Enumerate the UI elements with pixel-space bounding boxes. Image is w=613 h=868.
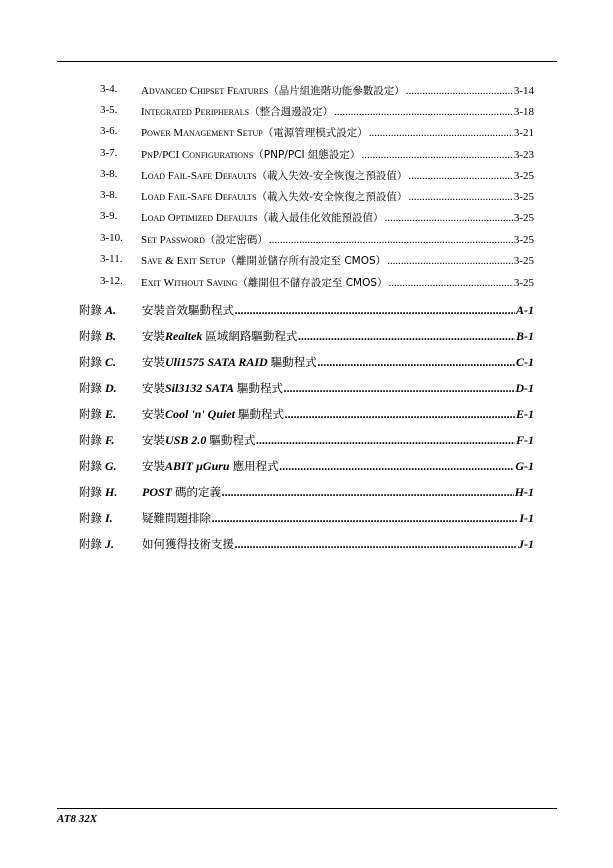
entry-number: 3-5. — [100, 104, 118, 116]
appendix-label: 附錄 — [79, 381, 102, 395]
entry-number: 3-10. — [100, 232, 123, 244]
entry-title: Load Optimized Defaults — [141, 212, 258, 224]
entry-number: 3-4. — [100, 83, 118, 95]
appendix-title-zh-suffix: 驅動程式 — [209, 433, 256, 447]
toc-appendix-a[interactable] — [79, 302, 534, 320]
appendix-letter: A. — [105, 303, 117, 317]
entry-title-zh: （PNP/PCI 組態設定） — [253, 149, 361, 161]
appendix-number — [79, 302, 116, 318]
toc-appendix-j[interactable] — [79, 536, 534, 554]
entry-title: Power Management Setup — [141, 127, 263, 139]
appendix-label: 附錄 — [79, 485, 102, 499]
appendix-letter: I. — [105, 511, 113, 525]
toc-entry-3-6[interactable] — [100, 125, 534, 141]
appendix-page: I-1 — [519, 511, 534, 525]
entry-title: Load Fail-Safe Defaults — [141, 191, 257, 203]
toc-appendix-h[interactable] — [79, 484, 534, 502]
appendix-title-zh: 安裝 — [142, 329, 165, 343]
appendix-label: 附錄 — [79, 355, 102, 369]
appendix-title-zh: 疑難問題排除 — [142, 511, 211, 525]
appendix-number — [79, 432, 114, 448]
entry-title: Advanced Chipset Features — [141, 85, 269, 97]
appendix-title-zh: 安裝 — [142, 381, 165, 395]
entry-number: 3-8. — [100, 168, 118, 180]
toc-appendix-f[interactable] — [79, 432, 534, 450]
appendix-number — [79, 354, 116, 370]
entry-number: 3-7. — [100, 147, 118, 159]
appendix-title-zh: 安裝 — [142, 407, 165, 421]
appendix-number — [79, 484, 117, 500]
appendix-title-zh-suffix: 驅動程式 — [270, 355, 317, 369]
entry-title: Save & Exit Setup — [141, 255, 226, 267]
toc-appendix-e[interactable] — [79, 406, 534, 424]
appendix-title-zh-suffix: 驅動程式 — [237, 381, 284, 395]
dot-leader — [284, 381, 514, 396]
dot-leader — [222, 485, 514, 500]
appendix-title-zh-suffix: 碼的定義 — [175, 485, 221, 499]
entry-title-zh: （晶片組進階功能參數設定） — [268, 85, 405, 97]
appendix-page: H-1 — [514, 485, 534, 499]
dot-leader — [318, 355, 515, 370]
entry-title: Integrated Peripherals — [141, 106, 250, 118]
appendix-number — [79, 328, 116, 344]
toc-appendix-b[interactable] — [79, 328, 534, 346]
entry-title-zh: （離開並儲存所有設定至 CMOS） — [225, 255, 387, 267]
appendix-letter: C. — [105, 355, 117, 369]
entry-title: Exit Without Saving — [141, 277, 238, 289]
appendix-letter: D. — [105, 381, 117, 395]
appendix-letter: H. — [105, 485, 118, 499]
toc-entry-3-5[interactable] — [100, 104, 534, 120]
entry-title-zh: （整合週邊設定） — [249, 106, 334, 118]
dot-leader — [369, 127, 513, 139]
appendix-label: 附錄 — [79, 511, 102, 525]
dot-leader — [408, 191, 512, 203]
dot-leader — [212, 511, 518, 526]
footer-model: AT8 32X — [57, 813, 98, 825]
entry-page: 3-25 — [513, 234, 534, 246]
dot-leader — [285, 407, 515, 422]
appendix-page: B-1 — [516, 329, 534, 343]
toc-entry-3-7[interactable] — [100, 147, 534, 163]
appendix-title-en: Sil3132 SATA — [165, 381, 235, 395]
appendix-title-zh-suffix: 驅動程式 — [238, 407, 285, 421]
appendix-label: 附錄 — [79, 329, 102, 343]
entry-title-zh: （載入失效-安全恢復之預設值） — [256, 191, 408, 203]
header-rule — [57, 61, 557, 62]
entry-number: 3-6. — [100, 125, 118, 137]
entry-page: 3-25 — [513, 212, 534, 224]
entry-title: Set Password — [141, 234, 205, 246]
entry-title-zh: （離開但不儲存設定至 CMOS） — [237, 277, 388, 289]
appendix-page: G-1 — [515, 459, 534, 473]
appendix-title-zh: 如何獲得技術支援 — [142, 537, 234, 551]
appendix-letter: E. — [105, 407, 117, 421]
entry-number: 3-12. — [100, 275, 123, 287]
appendix-title-en: Uli1575 SATA RAID — [165, 355, 268, 369]
dot-leader — [280, 459, 515, 474]
appendix-number — [79, 458, 117, 474]
entry-page: 3-25 — [513, 277, 534, 289]
appendix-letter: G. — [105, 459, 117, 473]
dot-leader — [385, 212, 513, 224]
entry-page: 3-18 — [513, 106, 534, 118]
appendix-page: A-1 — [516, 303, 534, 317]
toc-entry-3-10[interactable] — [100, 232, 534, 248]
entry-page: 3-25 — [513, 191, 534, 203]
toc-appendix-c[interactable] — [79, 354, 534, 372]
entry-number: 3-11. — [100, 253, 123, 265]
dot-leader — [269, 234, 513, 246]
appendix-number — [79, 380, 117, 396]
appendix-title-zh: 安裝音效驅動程式 — [142, 303, 234, 317]
entry-page: 3-14 — [513, 85, 534, 97]
entry-number: 3-9. — [100, 210, 118, 222]
appendix-page: C-1 — [516, 355, 534, 369]
toc-appendix-i[interactable] — [79, 510, 534, 528]
appendix-page: F-1 — [516, 433, 534, 447]
entry-page: 3-25 — [513, 170, 534, 182]
entry-number: 3-8. — [100, 189, 118, 201]
toc-entry-3-9[interactable] — [100, 210, 534, 226]
entry-title: PnP/PCI Configurations — [141, 149, 254, 161]
entry-page: 3-21 — [513, 127, 534, 139]
entry-title-zh: （設定密碼） — [204, 234, 268, 246]
appendix-title-zh-suffix: 應用程式 — [232, 459, 279, 473]
dot-leader — [235, 537, 517, 552]
dot-leader — [256, 433, 515, 448]
entry-title-zh: （載入失效-安全恢復之預設值） — [256, 170, 408, 182]
appendix-title-en: USB 2.0 — [165, 433, 207, 447]
appendix-title-zh: 安裝 — [142, 459, 165, 473]
appendix-label: 附錄 — [79, 459, 102, 473]
appendix-title-zh: 安裝 — [142, 355, 165, 369]
appendix-title-zh: 安裝 — [142, 433, 165, 447]
dot-leader — [361, 149, 512, 161]
toc-entry-3-12[interactable] — [100, 275, 534, 291]
appendix-number — [79, 510, 113, 526]
toc-entry-3-4[interactable] — [100, 83, 534, 99]
dot-leader — [235, 303, 515, 318]
appendix-label: 附錄 — [79, 407, 102, 421]
entry-title: Load Fail-Safe Defaults — [141, 170, 257, 182]
appendix-label: 附錄 — [79, 303, 102, 317]
dot-leader — [298, 329, 515, 344]
toc-entry-3-11[interactable] — [100, 253, 534, 269]
dot-leader — [406, 85, 513, 97]
dot-leader — [389, 277, 513, 289]
appendix-title-en: Cool 'n' Quiet — [165, 407, 236, 421]
appendix-label: 附錄 — [79, 433, 102, 447]
footer-rule — [57, 808, 557, 809]
appendix-page: J-1 — [518, 537, 534, 551]
appendix-letter: B. — [105, 329, 117, 343]
dot-leader — [408, 170, 512, 182]
appendix-title-en: ABIT µGuru — [165, 459, 230, 473]
appendix-page: D-1 — [515, 381, 534, 395]
appendix-number — [79, 536, 114, 552]
appendix-letter: J. — [105, 537, 114, 551]
appendix-page: E-1 — [516, 407, 534, 421]
toc-appendix-g[interactable] — [79, 458, 534, 476]
appendix-label: 附錄 — [79, 537, 102, 551]
entry-page: 3-23 — [513, 149, 534, 161]
entry-title-zh: （電源管理模式設定） — [262, 127, 368, 139]
appendix-number — [79, 406, 116, 422]
appendix-title-en: Realtek — [165, 329, 203, 343]
appendix-title-en: POST — [142, 485, 172, 499]
toc-appendix-d[interactable] — [79, 380, 534, 398]
toc-entry-3-8[interactable] — [100, 168, 534, 184]
appendix-title-zh-suffix: 區域網路驅動程式 — [205, 329, 298, 343]
dot-leader — [334, 106, 513, 118]
entry-page: 3-25 — [513, 255, 534, 267]
entry-title-zh: （載入最佳化效能預設值） — [257, 212, 384, 224]
appendix-letter: F. — [105, 433, 115, 447]
dot-leader — [387, 255, 513, 267]
toc-entry-3-8-duplicate[interactable] — [100, 189, 534, 205]
